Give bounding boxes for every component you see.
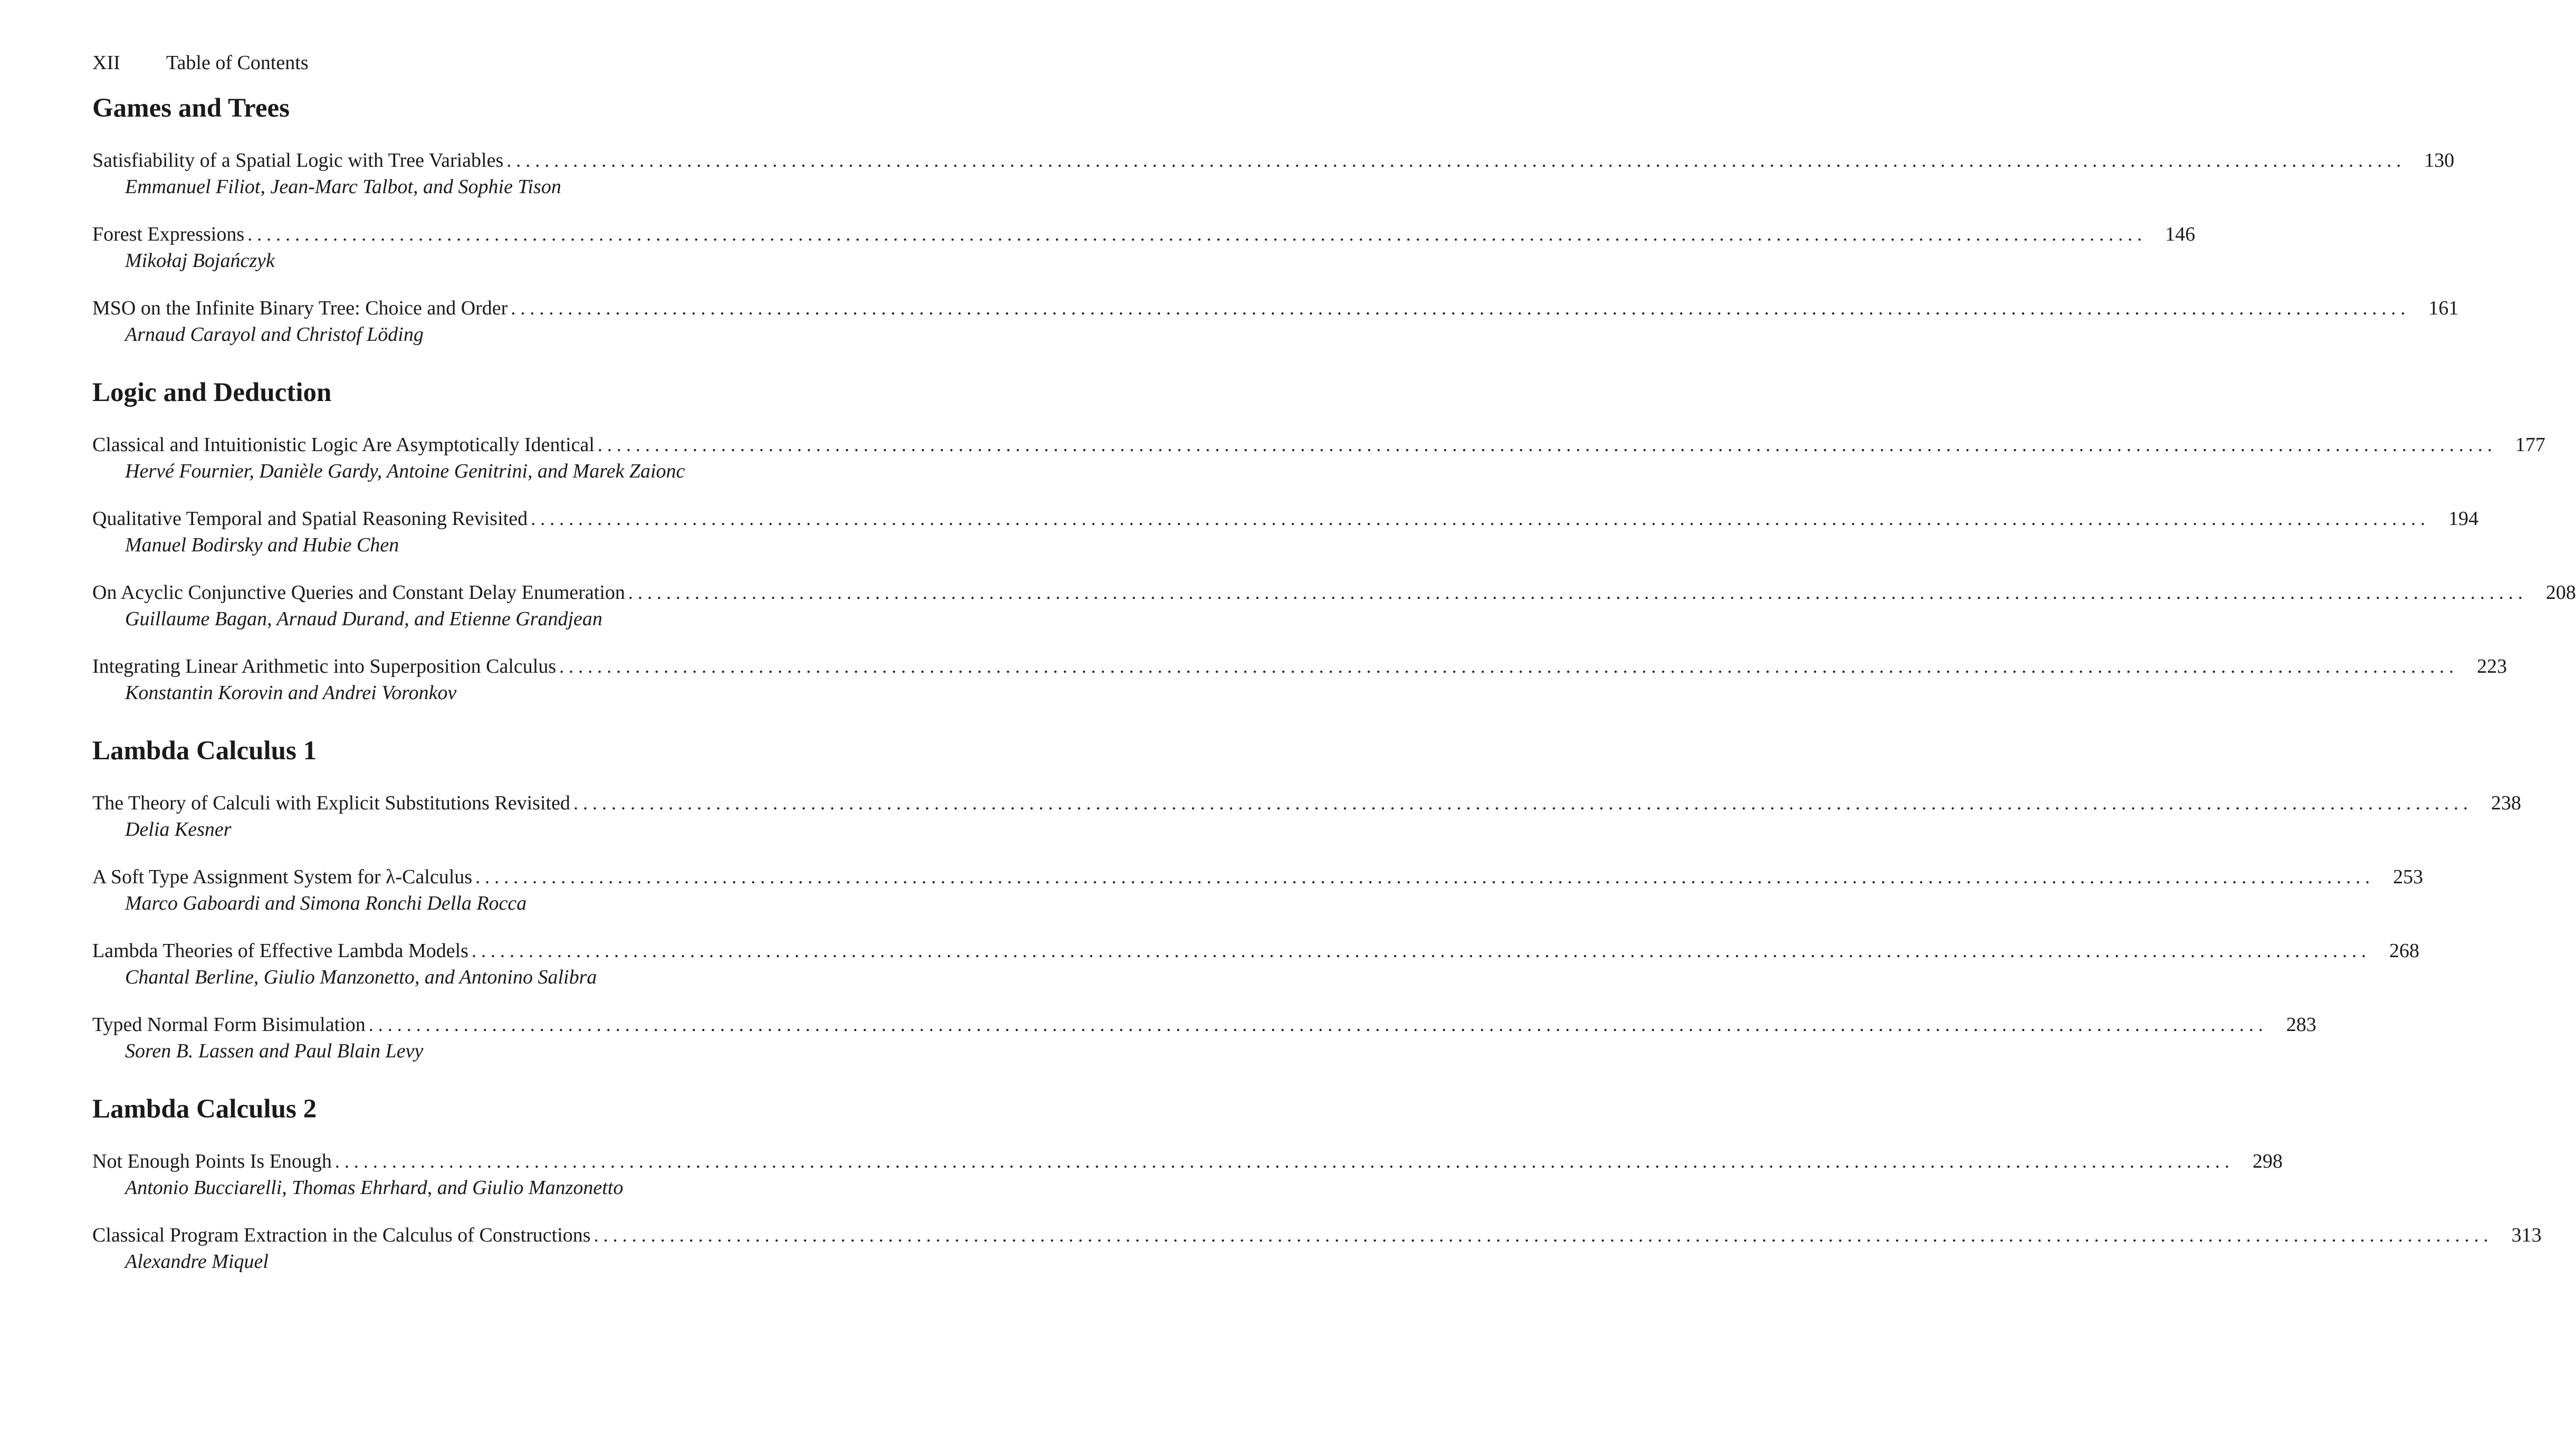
- entry-line: [92, 1148, 2283, 1175]
- entry-title: Forest Expressions: [92, 223, 245, 245]
- entry-title: Not Enough Points Is Enough: [92, 1150, 332, 1172]
- entry-line: [92, 938, 2419, 964]
- entry-page-number: 177: [2515, 434, 2545, 456]
- entry-authors: Guillaume Bagan, Arnaud Durand, and Etienne Grandjean: [125, 608, 602, 630]
- toc-entry[interactable]: [92, 295, 2459, 348]
- dot-leader: ........................................................................................................................................................................................................: [506, 150, 2406, 171]
- entry-page-number: 194: [2448, 508, 2479, 530]
- entry-line: [92, 295, 2459, 321]
- entry-authors: Arnaud Carayol and Christof Löding: [125, 323, 424, 346]
- entry-authors: Alexandre Miquel: [125, 1250, 269, 1273]
- dot-leader: ........................................................................................................................................................................................................: [628, 582, 2527, 603]
- toc-entry[interactable]: [92, 432, 2545, 484]
- entry-authors: Chantal Berline, Giulio Manzonetto, and Antonino Salibra: [125, 966, 597, 988]
- toc-section: [92, 378, 2576, 706]
- toc-entry[interactable]: [92, 221, 2196, 274]
- dot-leader: ........................................................................................................................................................................................................: [368, 1014, 2268, 1035]
- entry-authors: Marco Gaboardi and Simona Ronchi Della Rocca: [125, 892, 527, 914]
- entry-page-number: 223: [2477, 655, 2507, 677]
- entry-authors: Emmanuel Filiot, Jean-Marc Talbot, and Sophie Tison: [125, 176, 561, 198]
- section-title: Lambda Calculus 2: [92, 1094, 317, 1124]
- header-title: Table of Contents: [166, 52, 309, 74]
- dot-leader: ........................................................................................................................................................................................................: [597, 434, 2497, 455]
- toc-section: [92, 93, 2459, 348]
- entry-page-number: 146: [2165, 223, 2196, 245]
- entry-page-number: 283: [2286, 1014, 2316, 1036]
- dot-leader: ........................................................................................................................................................................................................: [593, 1225, 2493, 1246]
- dot-leader: ........................................................................................................................................................................................................: [573, 793, 2473, 814]
- entry-authors: Soren B. Lassen and Paul Blain Levy: [125, 1040, 424, 1062]
- section-title: Games and Trees: [92, 93, 290, 123]
- entry-line: [92, 1011, 2316, 1038]
- entry-page-number: 298: [2252, 1150, 2283, 1172]
- entry-title: Integrating Linear Arithmetic into Superposition Calculus: [92, 655, 557, 677]
- entry-line: [92, 1222, 2542, 1248]
- section-title: Logic and Deduction: [92, 378, 332, 407]
- entry-title: Lambda Theories of Effective Lambda Models: [92, 940, 468, 962]
- entry-authors: Konstantin Korovin and Andrei Voronkov: [125, 682, 457, 704]
- dot-leader: ........................................................................................................................................................................................................: [247, 224, 2147, 245]
- entry-authors: Mikołaj Bojańczyk: [125, 250, 275, 272]
- dot-leader: ........................................................................................................................................................................................................: [471, 940, 2371, 961]
- entry-line: [92, 221, 2196, 247]
- entry-page-number: 208: [2545, 581, 2576, 604]
- entry-line: [92, 505, 2479, 532]
- toc-entry[interactable]: [92, 1011, 2316, 1064]
- dot-leader: ........................................................................................................................................................................................................: [475, 866, 2375, 887]
- entry-title: Satisfiability of a Spatial Logic with Tree Variables: [92, 149, 504, 171]
- toc-entry[interactable]: [92, 505, 2479, 558]
- entry-title: On Acyclic Conjunctive Queries and Constant Delay Enumeration: [92, 581, 625, 604]
- dot-leader: ........................................................................................................................................................................................................: [531, 508, 2430, 529]
- entry-title: MSO on the Infinite Binary Tree: Choice and Order: [92, 297, 508, 319]
- entry-authors: Antonio Bucciarelli, Thomas Ehrhard, and Giulio Manzonetto: [125, 1177, 624, 1199]
- section-title: Lambda Calculus 1: [92, 736, 317, 766]
- toc-entry[interactable]: [92, 790, 2521, 843]
- entry-page-number: 253: [2393, 866, 2424, 888]
- entry-authors: Manuel Bodirsky and Hubie Chen: [125, 534, 399, 556]
- entry-line: [92, 790, 2521, 816]
- entry-line: [92, 653, 2507, 680]
- toc-entry[interactable]: [92, 579, 2576, 632]
- entry-page-number: 161: [2428, 297, 2459, 319]
- entry-title: Qualitative Temporal and Spatial Reasoning Revisited: [92, 508, 528, 530]
- dot-leader: ........................................................................................................................................................................................................: [559, 656, 2459, 677]
- toc-entry[interactable]: [92, 1148, 2283, 1201]
- entry-line: [92, 579, 2576, 606]
- toc-entry[interactable]: [92, 864, 2424, 917]
- entry-authors: Delia Kesner: [125, 818, 232, 841]
- toc-entry[interactable]: [92, 653, 2507, 706]
- header-page-number: XII: [92, 52, 120, 74]
- toc-sections: [92, 93, 2576, 1275]
- entry-page-number: 268: [2389, 940, 2419, 962]
- entry-line: [92, 432, 2545, 458]
- toc-entry[interactable]: [92, 938, 2419, 990]
- entry-title: Classical and Intuitionistic Logic Are Asymptotically Identical: [92, 434, 595, 456]
- entry-title: Classical Program Extraction in the Calculus of Constructions: [92, 1224, 591, 1246]
- toc-entry[interactable]: [92, 1222, 2542, 1275]
- dot-leader: ........................................................................................................................................................................................................: [511, 298, 2410, 319]
- entry-page-number: 238: [2491, 792, 2521, 814]
- toc-section: [92, 736, 2521, 1064]
- entry-line: [92, 864, 2424, 890]
- entry-title: A Soft Type Assignment System for λ-Calculus: [92, 866, 473, 888]
- entry-page-number: 313: [2511, 1224, 2542, 1246]
- entry-line: [92, 147, 2455, 174]
- toc-page: [92, 52, 2576, 1296]
- toc-section: [92, 1094, 2542, 1275]
- entry-authors: Hervé Fournier, Danièle Gardy, Antoine Genitrini, and Marek Zaionc: [125, 460, 685, 482]
- running-head: [92, 53, 852, 84]
- dot-leader: ........................................................................................................................................................................................................: [334, 1151, 2234, 1172]
- toc-entry[interactable]: [92, 147, 2455, 200]
- entry-title: The Theory of Calculi with Explicit Substitutions Revisited: [92, 792, 570, 814]
- entry-page-number: 130: [2424, 149, 2455, 171]
- entry-title: Typed Normal Form Bisimulation: [92, 1014, 366, 1036]
